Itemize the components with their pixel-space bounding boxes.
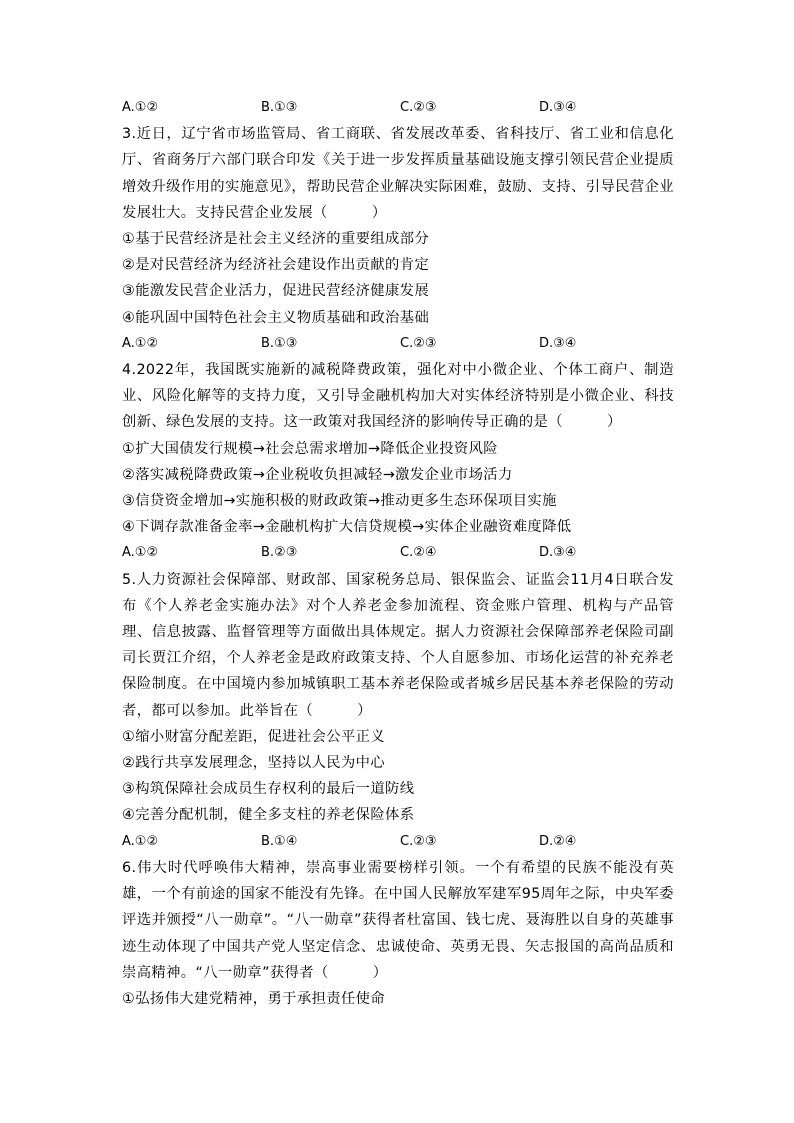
option-d: D.③④ — [539, 100, 577, 115]
question-stem: 3.近日，辽宁省市场监管局、省工商联、省发展改革委、省科技厅、省工业和信息化厅、省商务厅六部门联合印发《关于进一步发挥质量基础设施支撑引领民营企业提质增效升级作用的实施意见》，帮助民营企业解决实际困难，鼓励、支持、引导民营企业发展壮大。支持民营企业发展（ ） — [122, 126, 674, 221]
choice-item-1: ①扩大国债发行规模→社会总需求增加→降低企业投资风险 — [122, 440, 499, 457]
option-a: A.①② — [122, 100, 159, 115]
option-c: C.②④ — [400, 545, 437, 561]
q2-options — [122, 95, 674, 121]
option-d: D.③④ — [539, 545, 577, 561]
option-d: D.③④ — [539, 335, 577, 351]
option-b: B.①③ — [261, 100, 298, 115]
option-a: A.①② — [122, 545, 159, 561]
question-6 — [122, 855, 674, 1012]
answer-options — [122, 829, 674, 855]
choice-item-2: ②落实减税降费政策→企业税收负担减轻→激发企业市场活力 — [122, 466, 513, 483]
option-d: D.②④ — [539, 833, 577, 849]
question-3 — [122, 121, 674, 357]
choice-item-1: ①缩小财富分配差距，促进社会公平正义 — [122, 728, 386, 745]
choice-item-4: ④能巩固中国特色社会主义物质基础和政治基础 — [122, 309, 430, 326]
answer-options — [122, 331, 674, 357]
option-c: C.②③ — [400, 100, 437, 115]
question-stem: 5.人力资源社会保障部、财政部、国家税务总局、银保监会、证监会11月4日联合发布《个人养老金实施办法》对个人养老金参加流程、资金账户管理、机构与产品管理、信息披露、监督管理等方面做出具体规定。据人力资源社会保障部养老保险司副司长贾江介绍，个人养老金是政府政策支持、个人自愿参加、市场化运营的补充养老保险制度。在中国境内参加城镇职工基本养老保险或者城乡居民基本养老保险的劳动者，都可以参加。此举旨在（ ） — [122, 571, 674, 719]
option-a: A.①② — [122, 335, 159, 351]
page-content — [122, 95, 674, 1012]
choice-item-3: ③构筑保障社会成员生存权利的最后一道防线 — [122, 781, 415, 798]
question-stem: 4.2022年，我国既实施新的减税降费政策，强化对中小微企业、个体工商户、制造业、风险化解等的支持力度，又引导金融机构加大对实体经济特别是小微企业、科技创新、绿色发展的支持。这一政策对我国经济的影响传导正确的是（ ） — [122, 362, 674, 431]
option-b: B.①③ — [261, 335, 298, 351]
choice-item-1: ①基于民营经济是社会主义经济的重要组成部分 — [122, 231, 430, 248]
choice-item-1: ①弘扬伟大建党精神，勇于承担责任使命 — [122, 990, 386, 1007]
option-c: C.②③ — [400, 335, 437, 351]
choice-item-4: ④下调存款准备金率→金融机构扩大信贷规模→实体企业融资难度降低 — [122, 519, 572, 536]
choice-item-2: ②是对民营经济为经济社会建设作出贡献的肯定 — [122, 257, 430, 274]
choice-item-3: ③能激发民营企业活力，促进民营经济健康发展 — [122, 283, 430, 300]
option-c: C.②③ — [400, 833, 437, 849]
question-stem: 6.伟大时代呼唤伟大精神，崇高事业需要榜样引领。一个有希望的民族不能没有英雄，一个有前途的国家不能没有先锋。在中国人民解放军建军95周年之际，中央军委评选并颁授“八一勋章”。“八一勋章”获得者杜富国、钱七虎、聂海胜以自身的英雄事迹生动体现了中国共产党人坚定信念、忠诚使命、英勇无畏、矢志报国的高尚品质和崇高精神。“八一勋章”获得者（ ） — [122, 859, 674, 981]
choice-item-4: ④完善分配机制，健全多支柱的养老保险体系 — [122, 807, 415, 824]
question-5 — [122, 567, 674, 855]
option-b: B.①④ — [261, 833, 298, 849]
choice-item-3: ③信贷资金增加→实施积极的财政政策→推动更多生态环保项目实施 — [122, 493, 557, 510]
answer-options — [122, 540, 674, 566]
option-a: A.①② — [122, 833, 159, 849]
choice-item-2: ②践行共享发展理念，坚持以人民为中心 — [122, 755, 386, 772]
option-b: B.②③ — [261, 545, 298, 561]
question-4 — [122, 357, 674, 567]
